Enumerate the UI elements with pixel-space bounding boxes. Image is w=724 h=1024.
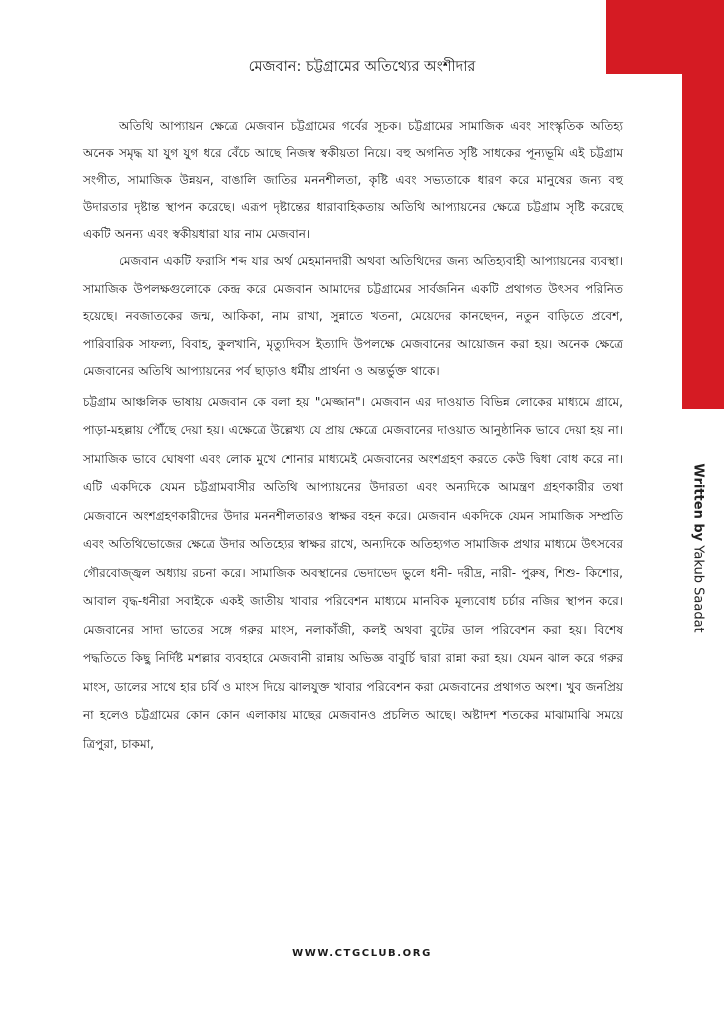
byline-author: Yakub Saadat — [690, 545, 706, 633]
article-body — [83, 113, 623, 760]
article-paragraph-1: অতিথি আপ্যায়ন ক্ষেত্রে মেজবান চট্টগ্রামের গর্বের সূচক। চট্টগ্রামের সামাজিক এবং সাংস্কৃতিক অতিহ্য অনেক সমৃদ্ধ যা যুগ যুগ ধরে বেঁচে আছে নিজস্ব স্বকীয়তা নিয়ে। বহু অগনিত সৃষ্টি সাধকের পূন্যভূমি এই চট্টগ্রাম সংগীত, সামাজিক উন্নয়ন, বাঙালি জাতির মননশীলতা, কৃষ্টি এবং সভ্যতাকে ধারণ করে মানুষের জন্য বহু উদারতার দৃষ্টান্ত স্থাপন করেছে। এরূপ দৃষ্টান্তের ধারাবাহিকতায় অতিথি আপ্যায়নের ক্ষেত্রে চট্টগ্রাম সৃষ্টি করেছে একটি অনন্য এবং স্বকীয়ধারা যার নাম মেজবান। — [83, 119, 623, 241]
footer-website: WWW.CTGCLUB.ORG — [292, 948, 432, 959]
decorative-red-bar-side — [682, 74, 724, 409]
article-title: মেজবান: চট্টগ্রামের অতিথ্যের অংশীদার — [248, 59, 476, 75]
article-paragraph-2: মেজবান একটি ফরাসি শব্দ যার অর্থ মেহমানদারী অথবা অতিথিদের জন্য অতিহ্যবাহী আপ্যায়নের ব্যবস্থা। সামাজিক উপলক্ষগুলোকে কেন্দ্র করে মেজবান আমাদের চট্টগ্রামের সার্বজনিন একটি প্রথাগত উৎসব পরিনিত হয়েছে। নবজাতকের জন্ম, আকিকা, নাম রাখা, সুন্নাতে খতনা, মেয়েদের কানছেদন, নতুন বাড়িতে প্রবেশ, পারিবারিক সাফল্য, বিবাহ, কুলখানি, মৃত্যুদিবস ইত্যাদি উপলক্ষে মেজবানের আয়োজন করা হয়। অনেক ক্ষেত্রে মেজবানের অতিথি আপ্যায়নের পর্ব ছাড়াও ধর্মীয় প্রার্থনা ও অন্তর্ভুক্ত থাকে। — [83, 254, 623, 378]
byline-prefix: Written by — [690, 463, 706, 542]
article-paragraph-3: চট্টগ্রাম আঞ্চলিক ভাষায় মেজবান কে বলা হয় "মেজ্জান"। মেজবান এর দাওয়াত বিভিন্ন লোকের মাধ্যমে গ্রামে, পাড়া-মহল্লায় পৌঁছে দেয়া হয়। এক্ষেত্রে উল্লেখ্য যে প্রায় ক্ষেত্রে মেজবানের দাওয়াত আনুষ্ঠানিক ভাবে দেয়া হয় না। সামাজিক ভাবে ঘোষণা এবং লোক মুখে শোনার মাধ্যমেই মেজবানের অংশগ্রহণ করতে কেউ দ্বিধা বোধ করে না। এটি একদিকে যেমন চট্টগ্রামবাসীর অতিথি আপ্যায়নের উদারতা এবং অন্যদিকে আমন্ত্রণ গ্রহণকারীর তথা মেজবানে অংশগ্রহণকারীদের উদার মননশীলতারও স্বাক্ষর বহন করে। মেজবান একদিকে যেমন সামাজিক সম্প্রতি এবং অতিথিভোজের ক্ষেত্রে উদার অতিহ্যের স্বাক্ষর রাখে, অন্যদিকে অতিহ্যগত সামাজিক প্রথার মাধ্যমে উৎসবের গৌরবোজ্জ্বল অধ্যায় রচনা করে। সামাজিক অবস্থানের ভেদাভেদ ভুলে ধনী- দরীদ্র, নারী- পুরুষ, শিশু- কিশোর, আবাল বৃদ্ধ-ধনীরা সবাইকে একই জাতীয় খাবার পরিবেশন মাধ্যমে মানবিক মূল্যবোধ চর্চার নজির স্থাপন করে। মেজবানের সাদা ভাতের সঙ্গে গরুর মাংস, নলাকাঁজী, কলই অথবা বুটের ডাল পরিবেশন করা হয়। বিশেষ পদ্ধতিতে কিছু নির্দিষ্ট মশল্লার ব্যবহারে মেজবানী রান্নায় অভিজ্ঞ বাবুর্চি দ্বারা রান্না করা হয়। যেমন ঝাল করে গরুর মাংস, ডালের সাথে হার চর্বি ও মাংস দিয়ে ঝালযুক্ত খাবার পরিবেশন করা মেজবানের প্রথাগত অংশ। খুব জনপ্রিয় না হলেও চট্টগ্রামের কোন কোন এলাকায় মাছের মেজবানও প্রচলিত আছে। অষ্টাদশ শতকের মাঝামাঝি সময়ে ত্রিপুরা, চাকমা, — [83, 394, 623, 751]
author-byline — [691, 463, 706, 632]
